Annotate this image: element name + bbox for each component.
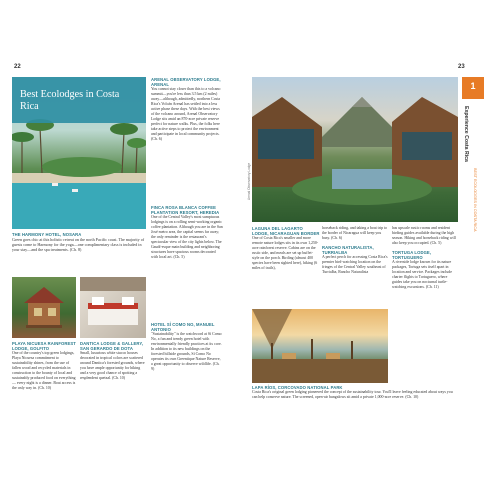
- arenal-observatory-photo: [252, 77, 458, 222]
- section-label: Experience Costa Rica: [463, 106, 469, 162]
- lagarto-heading: LAGUNA DEL LAGARTO LODGE, NICARAGUAN BORDER: [252, 226, 320, 236]
- finca-heading: FINCA ROSA BLANCA COFFEE PLANTATION RESORT, HEREDIA: [151, 205, 220, 215]
- nosara-text: Green goes chic at this holistic retreat on the north Pacific coast. The majority of guests come to Harmony for the yoga—one complimentary class is included in your stay—and the spa treatments. (Ch. 8): [12, 237, 145, 253]
- subsection-label: BEST ECOLODGES IN COSTA RICA: [473, 168, 477, 232]
- finca-text: One of the Central Valley's most sumptuous lodgings is on a rolling semi-working organic coffee plantation. Although you are in the San José metro area, the capital seems far away; the only reminder is the restaurant's spectacular view of the city lights below. The Gaudí-esque main building and neighboring structures have spacious rooms decorated with local art. (Ch. 5): [151, 215, 223, 259]
- sicomo-text: "Sustainability" is the watchword at Sí Como No, a fun and trendy green hotel with environmentally friendly practices at its core. In addition to its new buildings on the forested hillside grounds, Sí Como No operates its own Greentique Nature Reserve, a great opportunity to observe wildlife. (Ch. 9): [151, 332, 222, 371]
- lapa-text: Costa Rica's original green lodging pioneered the concept of the sustainability tour. You'll leave feeling educated about ways you can help conserve nature. The screened, open-air bungalows sit amid a private 1,000-acre reserve. (Ch. 10): [252, 390, 453, 399]
- page-number-right: 23: [458, 64, 465, 70]
- lagarto-text-continued: horseback riding, and taking a boat trip to the border of Nicaragua will keep you busy. (Ch. 6): [322, 226, 388, 240]
- dantica-photo: [80, 277, 146, 338]
- rancho-text: A perfect perch for accessing Costa Rica's premier bird-watching location on the fringes of the Central Valley southeast of Turrialba, Rancho Naturalista: [322, 254, 388, 274]
- nicuesa-text: One of the country's top green lodgings, Playa Nicuesa commitment to sustainability shines, from the use of fallen wood and recycled materials in construction to the bounty of local and sustainably produced food on everything — every night is a dinner. Boat access is the only way in. (Ch. 10): [12, 351, 76, 390]
- dantica-text: Small, luxurious white stucco houses decorated in tropical colors are scattered around Dantica's forested grounds, where you have ample opportunity for hiking and a very good chance of spotting a resplendent quetzal. (Ch. 10): [80, 351, 145, 380]
- lapa-heading: LAPA RÍOS, CORCOVADO NATIONAL PARK: [252, 385, 343, 390]
- photo-credit: Arenal Observatory Lodge: [247, 162, 251, 200]
- chapter-tab: [462, 77, 484, 99]
- dantica-heading: DANTICA LODGE & GALLERY, SAN GERARDO DE DOTA: [80, 341, 144, 351]
- bedroom-illustration: [80, 277, 146, 338]
- chapter-number: 1: [470, 81, 476, 91]
- harmony-hotel-photo: [12, 77, 146, 229]
- nicuesa-photo: [12, 277, 76, 338]
- sicomo-heading: HOTEL SÍ COMO NO, MANUEL ANTONIO: [151, 322, 215, 332]
- rancho-heading: RANCHO NATURALISTA, TURRIALBA: [322, 244, 374, 255]
- tortuga-heading: TORTUGA LODGE, TORTUGUERO: [392, 249, 432, 260]
- open-air-deck-illustration: [252, 309, 388, 383]
- tortuga-text: A riverside lodge known for its nature packages, Tortuga sets itself apart in location and service. Packages include charter flights to Tortuguero, where guides take you on nocturnal turtle-watching excursions. (Ch. 11): [392, 259, 452, 289]
- arenal-text: You cannot stay closer than this to a volcano summit—you're less than 3.5 km (2 miles) away—although, admittedly, northern Costa Rica's Volcán Arenal has settled into a less active phase these days. With the best views of the volcano around, Arenal Observatory Lodge sits amid an 870-acre private reserve perfect for nature walks. Plus, the folks here take active steps to protect the environment and participate in local community projects. (Ch. 6): [151, 87, 221, 141]
- volcano-lodge-illustration: [252, 77, 458, 222]
- feature-title: Best Ecolodges in Costa Rica: [20, 89, 120, 112]
- nicuesa-heading: PLAYA NICUESA RAINFOREST LODGE, GOLFITO: [12, 341, 76, 351]
- rancho-text-continued: has upscale rustic rooms and resident birding guides available during the high season. Hiking and horseback riding will also keep you occupied. (Ch. 5): [392, 226, 456, 245]
- lagarto-text: One of Costa Rica's smaller and more remote nature lodges sits in its own 1,250-acre rainforest reserve. Cabins are on the rustic side, and meals are set up buffet-style on the porch. Birding (almost 400 species have been sighted here), hiking (6 miles of trails),: [252, 236, 319, 270]
- page-number-left: 22: [14, 64, 21, 70]
- side-tab-labels: [464, 106, 480, 296]
- treehouse-illustration: [12, 277, 76, 338]
- arenal-heading: ARENAL OBSERVATORY LODGE, ARENAL: [151, 77, 221, 87]
- nosara-heading: THE HARMONY HOTEL, NOSARA: [12, 232, 82, 237]
- lapa-rios-photo: [252, 309, 388, 383]
